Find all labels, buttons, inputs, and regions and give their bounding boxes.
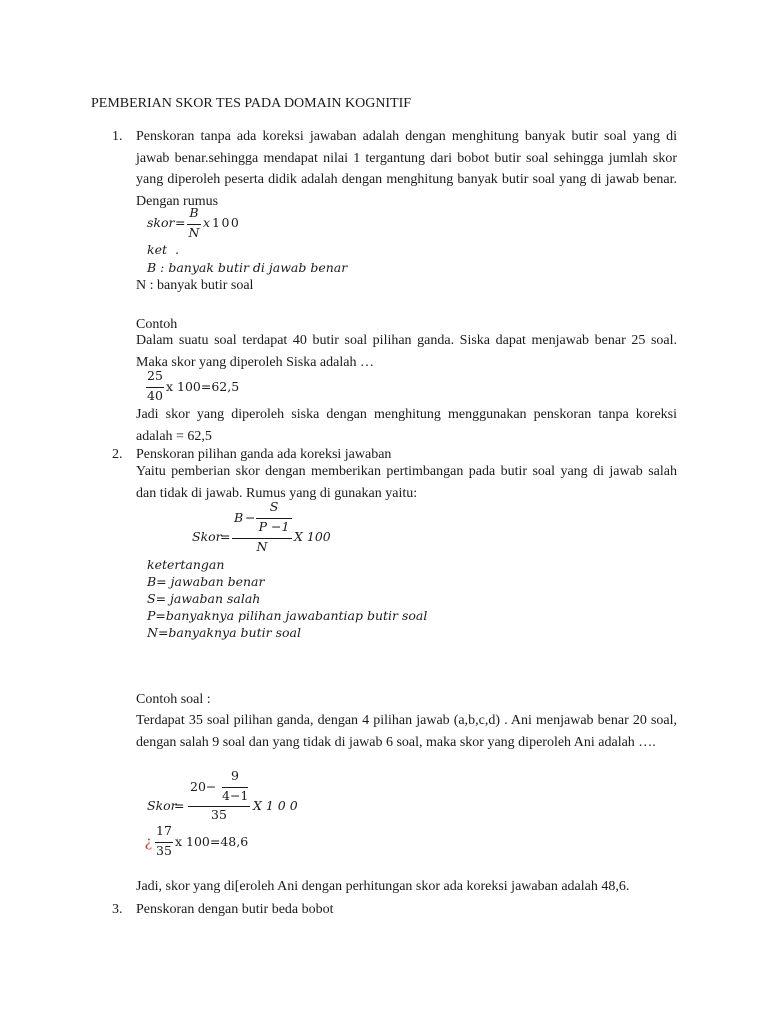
- formula-1-numerator: B: [189, 205, 199, 220]
- contoh-2-paragraph: Terdapat 35 soal pilihan ganda, dengan 4 pilihan jawab (a,b,c,d) . Ani menjawab benar 20 soal, dengan salah 9 soal dan yang tidak di jawab 6 soal, maka skor yang diperoleh Ani adalah ….: [136, 713, 677, 750]
- formula-1-denominator: N: [188, 225, 200, 240]
- formula-2-n: N: [256, 539, 268, 554]
- ketertangan-n: N=banyaknya butir soal: [147, 625, 301, 640]
- formula-2-s: S: [269, 499, 279, 514]
- formula-1-times: x: [203, 215, 211, 230]
- example-2-twenty-minus: 20−: [190, 779, 217, 794]
- formula-2-p-minus-1: P −1: [258, 519, 290, 534]
- example-2-skor: Skor: [147, 798, 177, 813]
- formula-2-skor: Skor: [192, 529, 222, 544]
- example-1-result: x 100=62,5: [166, 379, 240, 394]
- ketertangan-p: P=banyaknya pilihan jawabantiap butir soal: [147, 608, 428, 623]
- formula-1-hundred: 100: [212, 215, 241, 230]
- example-2-result-value: x 100=48,6: [175, 834, 249, 849]
- example-1-denominator: 40: [147, 388, 163, 403]
- example-1-numerator: 25: [147, 368, 163, 383]
- section-1-paragraph: Penskoran tanpa ada koreksi jawaban adalah dengan menghitung banyak butir soal yang di jawab benar.sehingga mendapat nilai 1 tergantung dari bobot butir soal sehingga jumlah skor yang diperoleh peserta didik adalah dengan menghitung banyak butir soal yang di jawab benar. Dengan rumus: [136, 129, 677, 209]
- contoh-1-heading: Contoh: [136, 317, 178, 332]
- example-2-error-symbol: ¿: [145, 833, 153, 850]
- example-2-nine: 9: [231, 768, 239, 783]
- example-2-result-denominator: 35: [156, 843, 172, 858]
- formula-2-b: B: [234, 510, 244, 525]
- example-2-thirtyfive: 35: [211, 807, 227, 822]
- section-3-number: 3.: [112, 902, 123, 917]
- ketertangan-label: ketertangan: [147, 557, 225, 572]
- formula-1-skor: skor: [147, 215, 175, 230]
- example-2-x100: X 1 0 0: [253, 798, 298, 813]
- ket-n: N : banyak butir soal: [136, 278, 254, 293]
- ket-dot: .: [175, 242, 179, 257]
- section-2-number: 2.: [112, 447, 123, 462]
- section-1-number: 1.: [112, 129, 123, 144]
- example-2-result-numerator: 17: [156, 823, 172, 838]
- section-2-paragraph: Yaitu pemberian skor dengan memberikan pertimbangan pada butir soal yang di jawab salah dan tidak di jawab. Rumus yang di gunakan yaitu:: [136, 464, 677, 501]
- ketertangan-s: S= jawaban salah: [147, 591, 261, 606]
- section-2-heading: Penskoran pilihan ganda ada koreksi jawaban: [136, 447, 392, 462]
- ketertangan-b: B= jawaban benar: [147, 574, 265, 589]
- ket-label: ket: [147, 242, 167, 257]
- document-title: PEMBERIAN SKOR TES PADA DOMAIN KOGNITIF: [91, 96, 412, 111]
- example-2-equals: =: [174, 798, 185, 813]
- section-2-conclusion: Jadi, skor yang di[eroleh Ani dengan perhitungan skor ada koreksi jawaban adalah 48,6.: [136, 879, 630, 894]
- formula-2-x100: X 100: [294, 529, 331, 544]
- contoh-1-paragraph: Dalam suatu soal terdapat 40 butir soal pilihan ganda. Siska dapat menjawab benar 25 soal. Maka skor yang diperoleh Siska adalah …: [136, 333, 677, 370]
- formula-2-equals: =: [220, 529, 231, 544]
- section-3-heading: Penskoran dengan butir beda bobot: [136, 902, 334, 917]
- formula-2-minus: −: [245, 510, 256, 525]
- section-1-conclusion: Jadi skor yang diperoleh siska dengan menghitung menggunakan penskoran tanpa koreksi adalah = 62,5: [136, 407, 677, 444]
- formula-1-equals: =: [175, 215, 186, 230]
- example-2-four-minus-one: 4−1: [222, 788, 249, 803]
- ket-b: B : banyak butir di jawab benar: [147, 260, 348, 275]
- contoh-2-heading: Contoh soal :: [136, 692, 211, 707]
